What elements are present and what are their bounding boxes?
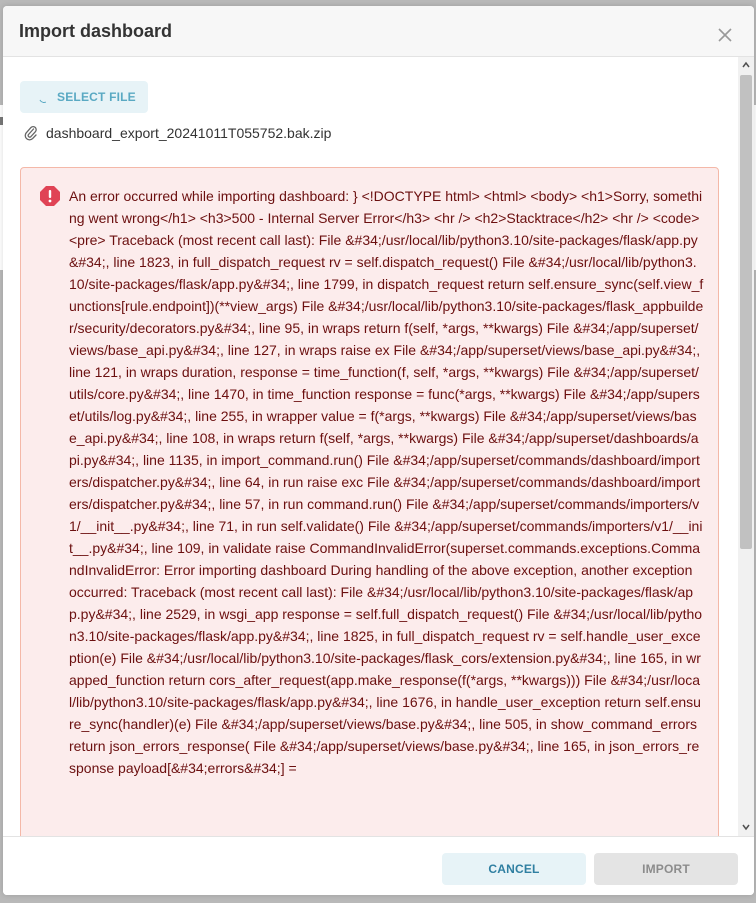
error-alert bbox=[20, 167, 719, 836]
paperclip-icon bbox=[24, 124, 38, 142]
loading-spinner-icon bbox=[38, 92, 51, 105]
scrollbar-thumb[interactable] bbox=[740, 75, 752, 549]
modal-body bbox=[3, 57, 738, 836]
close-icon[interactable] bbox=[715, 25, 735, 45]
error-icon bbox=[39, 185, 61, 207]
error-message: An error occurred while importing dashboard: } <!DOCTYPE html> <html> <body> <h1>Sorry, something went wrong</h1> <h3>500 - Internal Server Error</h3> <hr /> <h2>Stacktrace</h2> <hr /> <code> <pre> Traceback (most recent call last): File &#34;/usr/local/lib/python3.10/site-packages/flask/app.py&#34;, line 1823, in full_dispatch_request rv = self.dispatch_request() File &#34;/usr/local/lib/python3.10/site-packages/flask/app.py&#34;, line 1799, in dispatch_request return self.ensure_sync(self.view_functions[rule.endpoint])(**view_args) File &#34;/usr/local/lib/python3.10/site-packages/flask_appbuilder/security/decorators.py&#34;, line 95, in wraps return f(self, *args, **kwargs) File &#34;/app/superset/views/base_api.py&#34;, line 127, in wraps raise ex File &#34;/app/superset/views/base_api.py&#34;, line 121, in wraps duration, response = time_function(f, self, *args, **kwargs) File &#34;/app/superset/utils/core.py&#34;, line 1470, in time_function response = func(*args, **kwargs) File &#34;/app/superset/utils/log.py&#34;, line 255, in wrapper value = f(*args, **kwargs) File &#34;/app/superset/views/base_api.py&#34;, line 108, in wraps return f(self, *args, **kwargs) File &#34;/app/superset/dashboards/api.py&#34;, line 1135, in import_command.run() File &#34;/app/superset/commands/dashboard/importers/dispatcher.py&#34;, line 64, in run raise exc File &#34;/app/superset/commands/dashboard/importers/dispatcher.py&#34;, line 57, in run command.run() File &#34;/app/superset/commands/importers/v1/__init__.py&#34;, line 71, in run self.validate() File &#34;/app/superset/commands/importers/v1/__init__.py&#34;, line 109, in validate raise CommandInvalidError(superset.commands.exceptions.CommandInvalidError: Error importing dashboard During handling of the above exception, another exception occurred: Traceback (most recent call last): File &#34;/usr/local/lib/python3.10/site-packages/flask/app.py&#34;, line 2529, in wsgi_app response = self.full_dispatch_request() File &#34;/usr/local/lib/python3.10/site-packages/flask/app.py&#34;, line 1825, in full_dispatch_request rv = self.handle_user_exception(e) File &#34;/usr/local/lib/python3.10/site-packages/flask_cors/extension.py&#34;, line 165, in wrapped_function return cors_after_request(app.make_response(f(*args, **kwargs))) File &#34;/usr/local/lib/python3.10/site-packages/flask/app.py&#34;, line 1676, in handle_user_exception return self.ensure_sync(handler)(e) File &#34;/app/superset/views/base.py&#34;, line 505, in show_command_errors return json_errors_response( File &#34;/app/superset/views/base.py&#34;, line 165, in json_errors_response payload[&#34;errors&#34;] = bbox=[69, 188, 704, 776]
cancel-button[interactable]: CANCEL bbox=[442, 853, 586, 885]
modal-header bbox=[3, 6, 754, 57]
file-name: dashboard_export_20241011T055752.bak.zip bbox=[46, 125, 332, 141]
import-dashboard-modal bbox=[3, 6, 754, 895]
import-button[interactable]: IMPORT bbox=[594, 853, 738, 885]
modal-title: Import dashboard bbox=[19, 21, 173, 41]
modal-footer bbox=[3, 836, 754, 895]
select-file-button[interactable] bbox=[20, 81, 148, 113]
modal-scrollbar[interactable] bbox=[738, 57, 754, 836]
scroll-up-arrow-icon[interactable] bbox=[742, 61, 750, 69]
select-file-label: SELECT FILE bbox=[57, 90, 136, 104]
scroll-down-arrow-icon[interactable] bbox=[742, 823, 750, 831]
